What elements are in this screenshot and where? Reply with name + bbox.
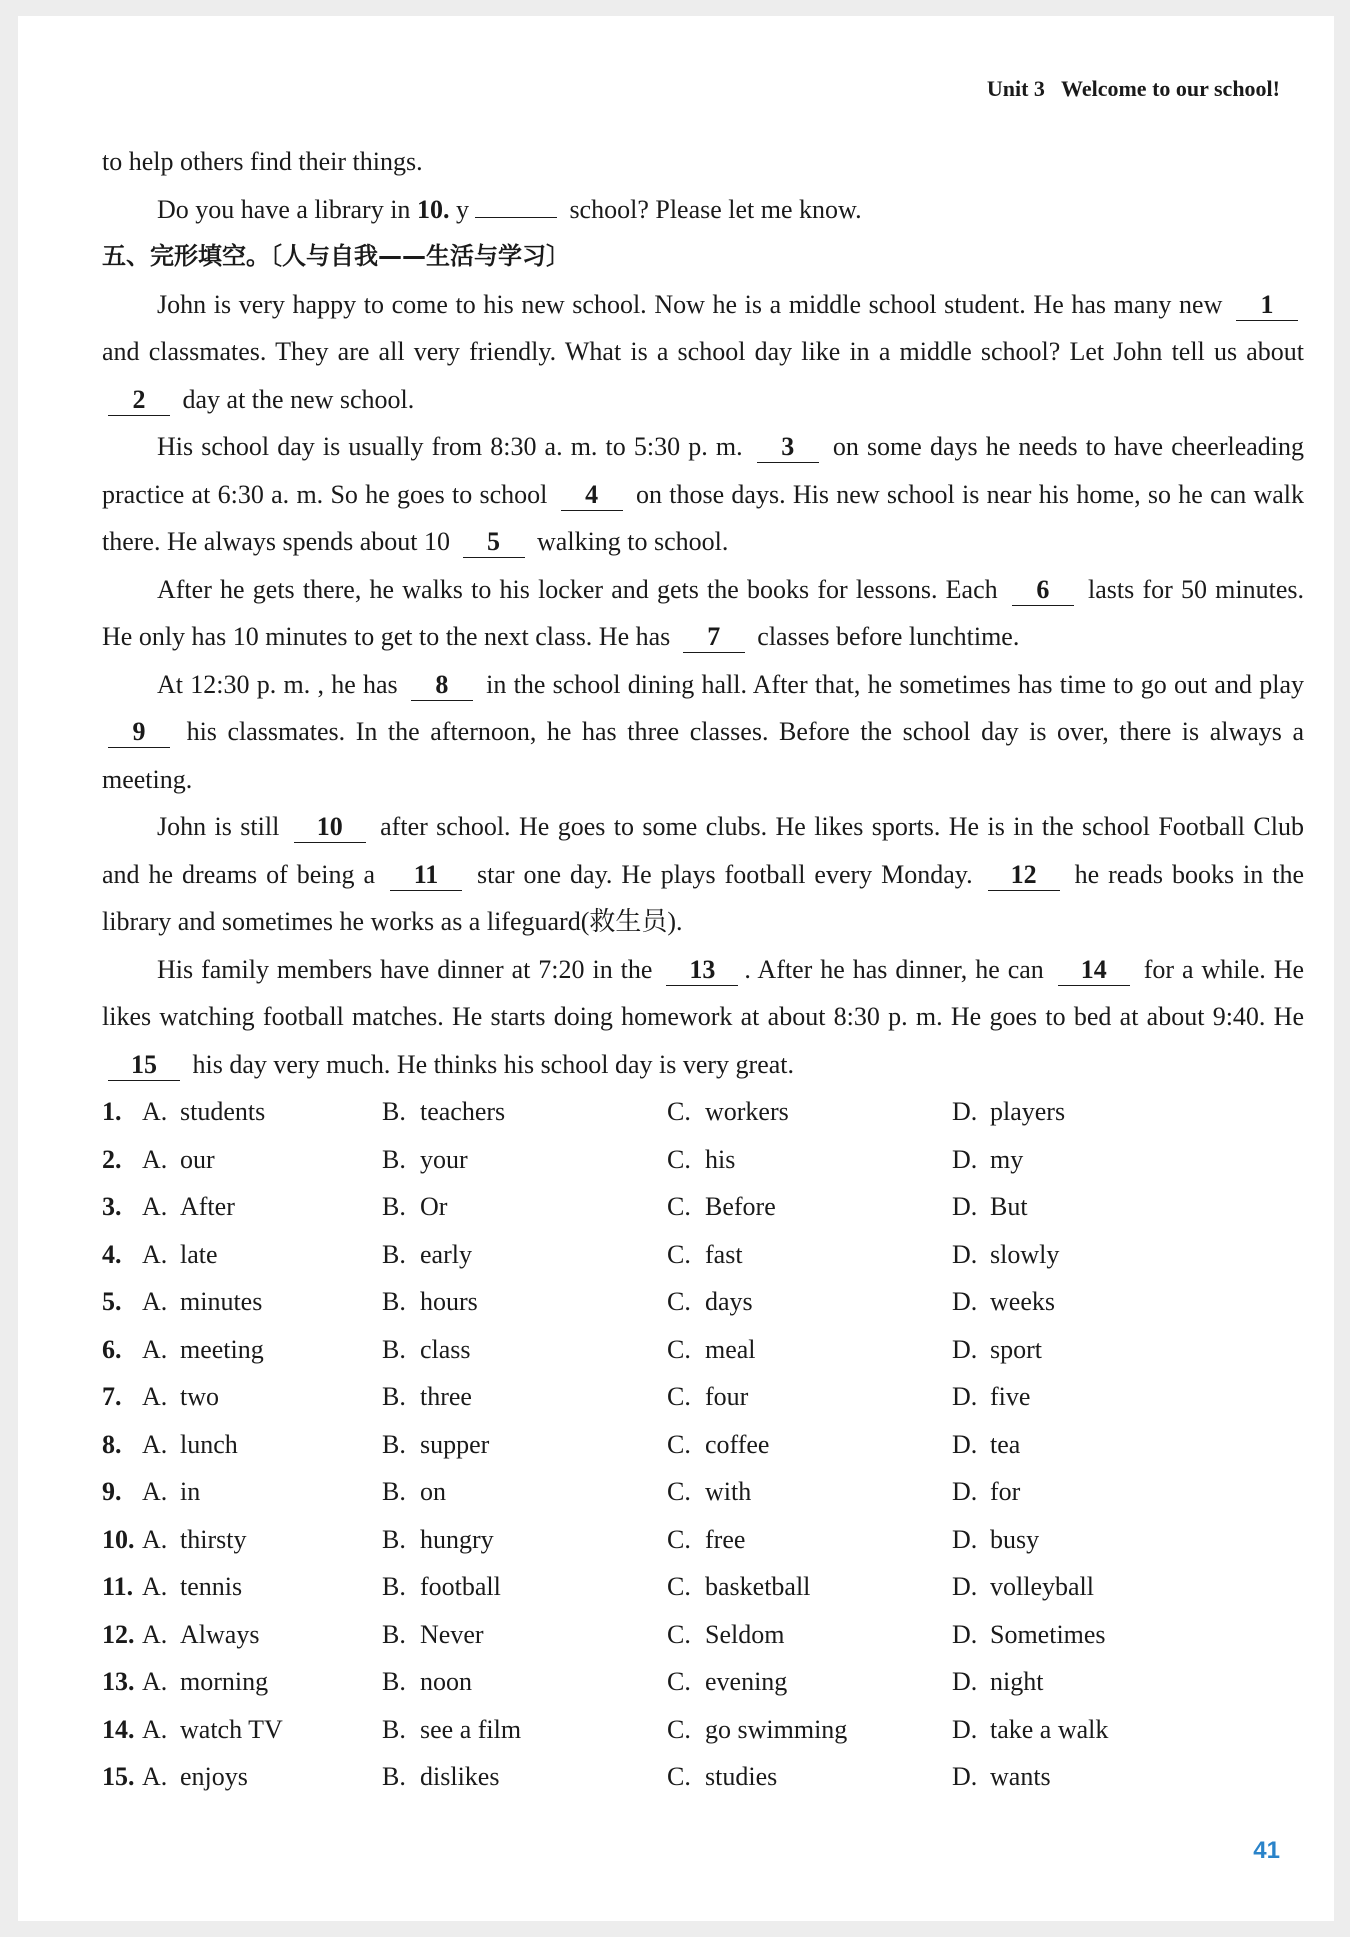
blank-12[interactable]: 12 — [988, 860, 1060, 891]
option-c[interactable] — [667, 1421, 952, 1469]
option-text: meal — [705, 1334, 756, 1364]
question-number: 9. — [102, 1477, 122, 1506]
option-text: your — [420, 1144, 468, 1174]
question-number: 7. — [102, 1382, 122, 1411]
option-b[interactable] — [382, 1183, 667, 1231]
option-text: on — [420, 1477, 446, 1506]
option-c[interactable] — [667, 1373, 952, 1421]
option-letter: A. — [142, 1714, 168, 1744]
option-text: take a walk — [990, 1714, 1109, 1744]
option-a[interactable] — [142, 1468, 382, 1516]
option-letter: A. — [142, 1762, 168, 1791]
option-letter: A. — [142, 1382, 168, 1411]
option-text: meeting — [180, 1334, 264, 1364]
option-text: Or — [420, 1192, 448, 1221]
passage-text: star one day. He plays football every Monday. — [477, 859, 973, 889]
option-letter: C. — [667, 1097, 691, 1126]
option-text: late — [180, 1239, 218, 1269]
option-text: hungry — [420, 1524, 494, 1554]
option-text: teachers — [420, 1097, 506, 1126]
option-letter: B. — [382, 1192, 406, 1221]
option-row — [102, 1421, 1304, 1469]
passage-text: his day very much. He thinks his school day is very great. — [192, 1049, 794, 1079]
blank-5[interactable]: 5 — [463, 527, 525, 558]
option-letter: A. — [142, 1192, 168, 1221]
question-number: 10. — [102, 1524, 135, 1554]
option-c[interactable] — [667, 1278, 952, 1326]
option-text: watch TV — [180, 1714, 283, 1744]
option-text: busy — [990, 1524, 1040, 1554]
question-number: 2. — [102, 1144, 122, 1174]
option-a[interactable] — [142, 1088, 382, 1136]
blank-15[interactable]: 15 — [108, 1050, 180, 1081]
hint-letter: y — [449, 194, 469, 224]
intro-line-2 — [102, 186, 1304, 234]
option-row — [102, 1373, 1304, 1421]
option-letter: A. — [142, 1334, 168, 1364]
option-d[interactable] — [952, 1706, 1252, 1754]
option-row — [102, 1278, 1304, 1326]
option-letter: B. — [382, 1429, 406, 1459]
option-text: players — [990, 1097, 1066, 1126]
option-c[interactable] — [667, 1753, 952, 1801]
option-letter: D. — [952, 1619, 978, 1649]
option-d[interactable] — [952, 1468, 1252, 1516]
option-text: tea — [990, 1429, 1021, 1459]
passage-paragraph-4 — [102, 661, 1304, 804]
option-letter: D. — [952, 1524, 978, 1554]
option-row — [102, 1231, 1304, 1279]
option-letter: A. — [142, 1524, 168, 1554]
option-a[interactable] — [142, 1136, 382, 1184]
option-c[interactable] — [667, 1658, 952, 1706]
option-letter: C. — [667, 1334, 691, 1364]
option-a[interactable] — [142, 1421, 382, 1469]
page — [18, 16, 1334, 1921]
option-a[interactable] — [142, 1611, 382, 1659]
option-text: his — [705, 1144, 736, 1174]
option-letter: C. — [667, 1192, 691, 1221]
option-text: thirsty — [180, 1524, 247, 1554]
option-a[interactable] — [142, 1231, 382, 1279]
option-text: three — [420, 1382, 472, 1411]
option-d[interactable] — [952, 1373, 1252, 1421]
option-text: days — [705, 1287, 753, 1316]
option-b[interactable] — [382, 1278, 667, 1326]
option-letter: C. — [667, 1477, 691, 1506]
option-letter: C. — [667, 1619, 691, 1649]
option-text: Sometimes — [990, 1619, 1106, 1649]
option-row — [102, 1468, 1304, 1516]
option-text: lunch — [180, 1429, 238, 1459]
option-d[interactable] — [952, 1563, 1252, 1611]
option-text: class — [420, 1334, 471, 1364]
intro-line-1: to help others find their things. — [102, 147, 423, 176]
question-number: 11. — [102, 1572, 134, 1601]
option-letter: D. — [952, 1334, 978, 1364]
option-c[interactable] — [667, 1516, 952, 1564]
option-letter: D. — [952, 1192, 978, 1221]
option-text: volleyball — [990, 1572, 1094, 1601]
option-text: four — [705, 1382, 749, 1411]
option-text: studies — [705, 1762, 778, 1791]
passage-text: on those days. His new school is near his home, so he can walk there. He always spends about 10 — [102, 479, 1305, 556]
option-text: evening — [705, 1667, 788, 1696]
passage-paragraph-1 — [102, 281, 1304, 424]
option-c[interactable] — [667, 1136, 952, 1184]
option-letter: D. — [952, 1429, 978, 1459]
option-d[interactable] — [952, 1278, 1252, 1326]
option-letter: B. — [382, 1714, 406, 1744]
option-text: After — [180, 1192, 235, 1221]
option-letter: B. — [382, 1382, 406, 1411]
option-a[interactable] — [142, 1658, 382, 1706]
option-text: enjoys — [180, 1762, 248, 1791]
option-a[interactable] — [142, 1183, 382, 1231]
passage-text: for a while. He likes watching football matches. He starts doing homework at about 8:30 p. m. He goes to bed at about 9:40. He — [102, 954, 1305, 1031]
option-b[interactable] — [382, 1611, 667, 1659]
option-letter: C. — [667, 1287, 691, 1316]
option-d[interactable] — [952, 1136, 1252, 1184]
passage-text: His family members have dinner at 7:20 in the — [157, 954, 653, 984]
option-letter: C. — [667, 1144, 691, 1174]
option-letter: B. — [382, 1667, 406, 1696]
option-text: supper — [420, 1429, 490, 1459]
option-text: minutes — [180, 1287, 263, 1316]
passage-text: and classmates. They are all very friendly. What is a school day like in a middle school? Let John tell us about — [102, 337, 1304, 366]
option-text: early — [420, 1239, 472, 1269]
option-letter: D. — [952, 1144, 978, 1174]
option-b[interactable] — [382, 1516, 667, 1564]
option-row — [102, 1136, 1304, 1184]
option-text: Never — [420, 1619, 484, 1649]
option-a[interactable] — [142, 1373, 382, 1421]
blank-6[interactable]: 6 — [1012, 575, 1074, 606]
section-heading: 五、完形填空。〔人与自我——生活与学习〕 — [102, 242, 570, 270]
option-letter: C. — [667, 1239, 691, 1269]
passage-paragraph-3 — [102, 566, 1304, 661]
option-row — [102, 1611, 1304, 1659]
unit-title: Welcome to our school! — [1061, 76, 1280, 101]
option-text: go swimming — [705, 1714, 848, 1744]
passage-text: his classmates. In the afternoon, he has three classes. Before the school day is over, there is always a meeting. — [102, 717, 1304, 794]
passage-text: on some days he needs to have cheerleading practice at 6:30 a. m. So he goes to school — [102, 432, 1305, 509]
option-letter: A. — [142, 1572, 168, 1601]
option-letter: B. — [382, 1144, 406, 1174]
option-text: Before — [705, 1192, 776, 1221]
option-text: see a film — [420, 1714, 522, 1744]
option-letter: B. — [382, 1287, 406, 1316]
option-letter: D. — [952, 1714, 978, 1744]
option-text: football — [420, 1572, 501, 1601]
option-b[interactable] — [382, 1468, 667, 1516]
question-number: 4. — [102, 1239, 122, 1269]
option-letter: A. — [142, 1477, 168, 1506]
content — [102, 138, 1304, 1801]
option-row — [102, 1706, 1304, 1754]
option-c[interactable] — [667, 1563, 952, 1611]
passage-text: John is still — [157, 812, 280, 841]
option-text: sport — [990, 1334, 1042, 1364]
option-letter: B. — [382, 1524, 406, 1554]
passage-paragraph-6 — [102, 946, 1304, 1089]
option-d[interactable] — [952, 1516, 1252, 1564]
option-letter: D. — [952, 1572, 978, 1601]
option-b[interactable] — [382, 1231, 667, 1279]
option-letter: D. — [952, 1477, 978, 1506]
blank-3[interactable]: 3 — [757, 432, 819, 463]
question-number: 3. — [102, 1192, 122, 1221]
option-b[interactable] — [382, 1421, 667, 1469]
option-letter: A. — [142, 1619, 168, 1649]
option-row — [102, 1088, 1304, 1136]
blank-11[interactable]: 11 — [390, 860, 462, 891]
question-number: 8. — [102, 1429, 122, 1459]
option-text: tennis — [180, 1572, 243, 1601]
passage-text: day at the new school. — [182, 384, 415, 414]
passage-text: At 12:30 p. m. , he has — [157, 669, 398, 699]
option-letter: B. — [382, 1477, 406, 1506]
option-letter: D. — [952, 1239, 978, 1269]
option-text: five — [990, 1382, 1031, 1411]
option-letter: B. — [382, 1619, 406, 1649]
option-a[interactable] — [142, 1278, 382, 1326]
option-text: But — [990, 1192, 1028, 1221]
option-c[interactable] — [667, 1231, 952, 1279]
passage-paragraph-5 — [102, 803, 1304, 946]
option-c[interactable] — [667, 1326, 952, 1374]
option-letter: C. — [667, 1714, 691, 1744]
option-d[interactable] — [952, 1183, 1252, 1231]
blank-8[interactable]: 8 — [411, 670, 473, 701]
option-text: with — [705, 1477, 752, 1506]
question-number: 1. — [102, 1097, 122, 1126]
option-b[interactable] — [382, 1136, 667, 1184]
option-letter: B. — [382, 1239, 406, 1269]
running-head — [987, 76, 1280, 102]
option-row — [102, 1516, 1304, 1564]
option-b[interactable] — [382, 1373, 667, 1421]
blank-4[interactable]: 4 — [561, 480, 623, 511]
option-letter: B. — [382, 1762, 406, 1791]
option-row — [102, 1183, 1304, 1231]
option-c[interactable] — [667, 1183, 952, 1231]
option-letter: B. — [382, 1097, 406, 1126]
passage-text: . After he has dinner, he can — [744, 954, 1044, 984]
passage-text: after school. He goes to some clubs. He likes sports. He is in the school Football Club and he dreams of being a — [102, 812, 1304, 889]
option-letter: A. — [142, 1239, 168, 1269]
option-d[interactable] — [952, 1088, 1252, 1136]
option-a[interactable] — [142, 1326, 382, 1374]
question-number: 14. — [102, 1714, 135, 1744]
option-letter: D. — [952, 1287, 978, 1316]
option-text: dislikes — [420, 1762, 500, 1791]
option-letter: C. — [667, 1382, 691, 1411]
passage-text: walking to school. — [537, 527, 729, 556]
option-letter: A. — [142, 1287, 168, 1316]
option-row — [102, 1658, 1304, 1706]
option-d[interactable] — [952, 1658, 1252, 1706]
option-letter: D. — [952, 1382, 978, 1411]
question-number: 6. — [102, 1334, 122, 1364]
option-text: free — [705, 1524, 746, 1554]
option-letter: D. — [952, 1097, 978, 1126]
option-a[interactable] — [142, 1706, 382, 1754]
option-letter: A. — [142, 1097, 168, 1126]
option-letter: B. — [382, 1334, 406, 1364]
question-number: 5. — [102, 1287, 122, 1316]
answer-blank[interactable] — [475, 217, 557, 218]
option-b[interactable] — [382, 1563, 667, 1611]
option-c[interactable] — [667, 1706, 952, 1754]
option-text: morning — [180, 1667, 269, 1696]
option-row — [102, 1326, 1304, 1374]
passage-text: After he gets there, he walks to his locker and gets the books for lessons. Each — [157, 574, 998, 604]
blank-9[interactable]: 9 — [108, 717, 170, 748]
option-text: hours — [420, 1287, 478, 1316]
option-letter: C. — [667, 1762, 691, 1791]
blank-7[interactable]: 7 — [683, 622, 745, 653]
option-b[interactable] — [382, 1326, 667, 1374]
option-text: coffee — [705, 1429, 770, 1459]
blank-1[interactable]: 1 — [1236, 290, 1298, 321]
option-d[interactable] — [952, 1611, 1252, 1659]
question-number: 10. — [416, 194, 450, 224]
option-letter: C. — [667, 1524, 691, 1554]
option-text: Always — [180, 1619, 260, 1649]
option-c[interactable] — [667, 1088, 952, 1136]
question-number: 13. — [102, 1667, 135, 1696]
passage-text: in the school dining hall. After that, he sometimes has time to go out and play — [486, 669, 1304, 699]
option-row — [102, 1753, 1304, 1801]
option-b[interactable] — [382, 1088, 667, 1136]
passage-text: John is very happy to come to his new school. Now he is a middle school student. He has many new — [157, 289, 1223, 319]
option-letter: C. — [667, 1667, 691, 1696]
passage-paragraph-2 — [102, 423, 1304, 566]
option-letter: B. — [382, 1572, 406, 1601]
blank-2[interactable]: 2 — [108, 385, 170, 416]
option-letter: A. — [142, 1667, 168, 1696]
option-d[interactable] — [952, 1326, 1252, 1374]
option-letter: C. — [667, 1572, 691, 1601]
blank-13[interactable]: 13 — [666, 955, 738, 986]
question-number: 15. — [102, 1762, 135, 1791]
option-b[interactable] — [382, 1706, 667, 1754]
blank-14[interactable]: 14 — [1058, 955, 1130, 986]
option-a[interactable] — [142, 1753, 382, 1801]
option-text: for — [990, 1477, 1021, 1506]
option-text: workers — [705, 1097, 789, 1126]
option-letter: A. — [142, 1144, 168, 1174]
option-text: students — [180, 1097, 266, 1126]
option-text: night — [990, 1667, 1044, 1696]
option-b[interactable] — [382, 1658, 667, 1706]
option-text: our — [180, 1144, 215, 1174]
option-text: basketball — [705, 1572, 811, 1601]
option-text: two — [180, 1382, 219, 1411]
option-letter: C. — [667, 1429, 691, 1459]
page-number: 41 — [1253, 1837, 1280, 1864]
options-list — [102, 1088, 1304, 1801]
option-text: noon — [420, 1667, 472, 1696]
question-number: 12. — [102, 1619, 135, 1649]
option-a[interactable] — [142, 1563, 382, 1611]
option-text: in — [180, 1477, 201, 1506]
passage-text: classes before lunchtime. — [757, 622, 1020, 651]
option-text: wants — [990, 1762, 1051, 1791]
option-text: Seldom — [705, 1619, 785, 1649]
intro-text: Do you have a library in — [157, 194, 417, 224]
passage-text: lasts for 50 minutes. He only has 10 minutes to get to the next class. He has — [102, 574, 1305, 651]
option-text: slowly — [990, 1239, 1060, 1269]
option-letter: A. — [142, 1429, 168, 1459]
option-c[interactable] — [667, 1611, 952, 1659]
option-letter: D. — [952, 1667, 978, 1696]
option-a[interactable] — [142, 1516, 382, 1564]
option-d[interactable] — [952, 1231, 1252, 1279]
passage-text: he reads books in the library and sometimes he works as a lifeguard(救生员). — [102, 859, 1305, 936]
option-text: fast — [705, 1239, 743, 1269]
option-row — [102, 1563, 1304, 1611]
option-text: my — [990, 1144, 1024, 1174]
passage-text: His school day is usually from 8:30 a. m. to 5:30 p. m. — [157, 432, 743, 461]
blank-10[interactable]: 10 — [294, 812, 366, 843]
intro-text: school? Please let me know. — [562, 194, 862, 224]
option-b[interactable] — [382, 1753, 667, 1801]
option-c[interactable] — [667, 1468, 952, 1516]
option-d[interactable] — [952, 1421, 1252, 1469]
option-d[interactable] — [952, 1753, 1252, 1801]
option-text: weeks — [990, 1287, 1055, 1316]
unit-label: Unit 3 — [986, 76, 1045, 101]
option-letter: D. — [952, 1762, 978, 1791]
